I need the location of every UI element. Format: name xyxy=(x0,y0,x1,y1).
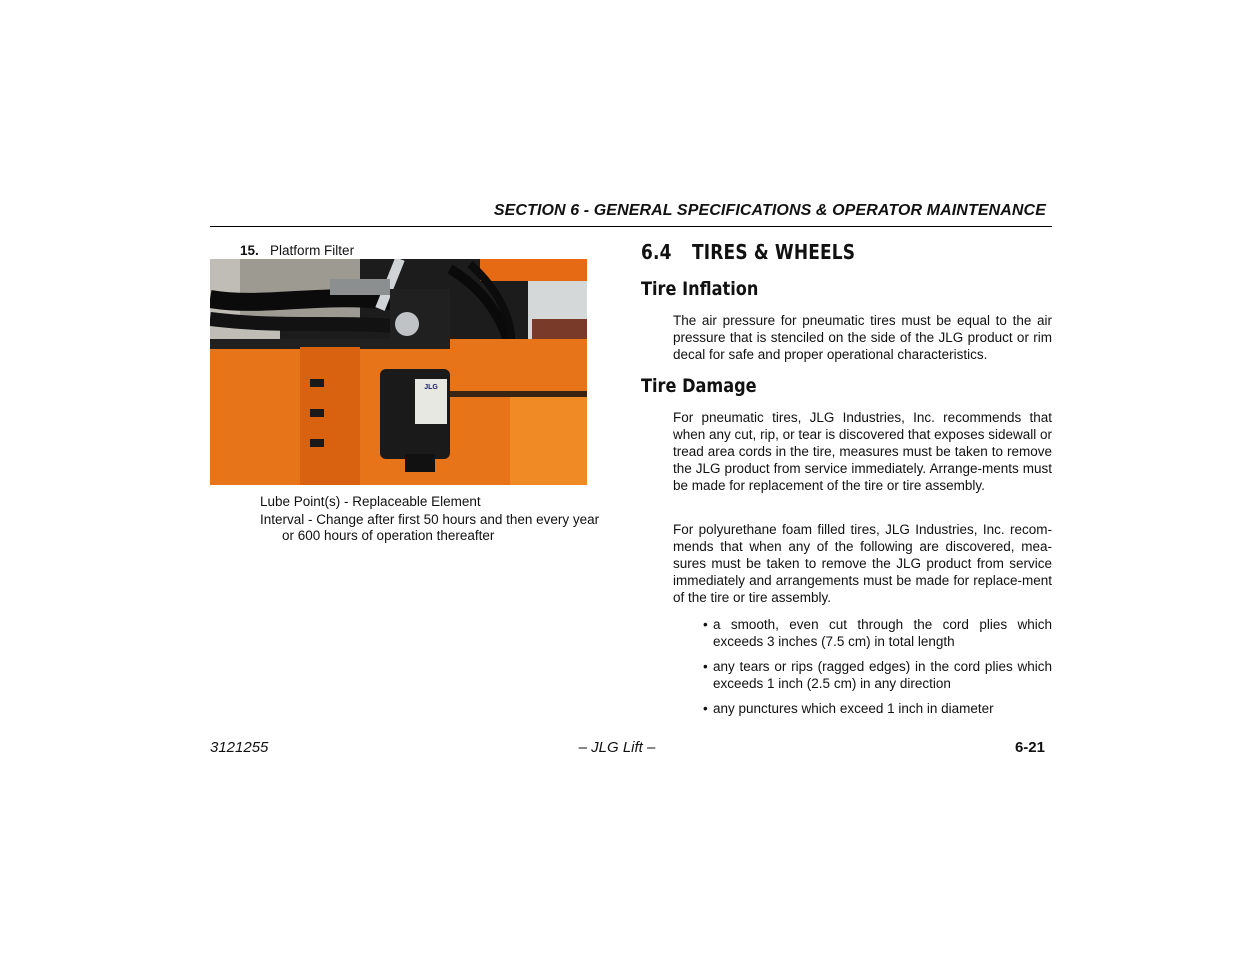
caption-interval-continued: or 600 hours of operation thereafter xyxy=(282,528,495,543)
section-header: SECTION 6 - GENERAL SPECIFICATIONS & OPERATOR MAINTENANCE xyxy=(493,202,1046,219)
bullet-icon: • xyxy=(703,701,708,716)
list-item xyxy=(703,658,1052,692)
section-number: 6.4 xyxy=(641,240,672,264)
item-number: 15. xyxy=(240,243,259,258)
footer-center: – JLG Lift – xyxy=(578,739,656,756)
list-item xyxy=(703,700,1052,717)
list-item xyxy=(703,616,1052,650)
caption-interval: Interval - Change after first 50 hours and then every year xyxy=(260,512,600,527)
filter-label-text: JLG xyxy=(424,384,438,391)
bullet-icon: • xyxy=(703,659,708,674)
bullet-text: any punctures which exceed 1 inch in diameter xyxy=(713,701,994,716)
tire-damage-paragraph-1: For pneumatic tires, JLG Industries, Inc. recommends that when any cut, rip, or tear is discovered that exposes sidewall or tread area cords in the tire, measures must be taken to remove the JLG product from service immediately. Arrange-ments must be made for replacement of the tire or tire assembly. xyxy=(673,410,1052,493)
item-title: Platform Filter xyxy=(270,243,355,258)
tire-inflation-heading: Tire Inflation xyxy=(641,278,759,300)
bullet-text: any tears or rips (ragged edges) in the cord plies which exceeds 1 inch (2.5 cm) in any direction xyxy=(713,659,1052,691)
header-rule xyxy=(210,226,1052,227)
tire-damage-paragraph-2: For polyurethane foam filled tires, JLG Industries, Inc. recom-mends that when any of the following are discovered, mea-sures must be taken to remove the JLG product from service immediately and arrangements must be made for replace-ment of the tire or tire assembly. xyxy=(673,522,1052,605)
caption-lube-point: Lube Point(s) - Replaceable Element xyxy=(260,494,481,509)
bullet-icon: • xyxy=(703,617,708,632)
item-heading xyxy=(240,243,354,258)
bullet-text: a smooth, even cut through the cord plies which exceeds 3 inches (7.5 cm) in total length xyxy=(713,617,1052,649)
platform-filter-photo xyxy=(210,259,587,485)
section-heading xyxy=(641,240,855,264)
footer-doc-number: 3121255 xyxy=(210,739,269,756)
tire-inflation-body: The air pressure for pneumatic tires must be equal to the air pressure that is stenciled on the side of the JLG product or rim decal for safe and proper operational characteristics. xyxy=(673,313,1052,362)
section-title: TIRES & WHEELS xyxy=(692,240,856,264)
footer-page-number: 6-21 xyxy=(1014,739,1045,756)
tire-damage-heading: Tire Damage xyxy=(641,375,757,397)
